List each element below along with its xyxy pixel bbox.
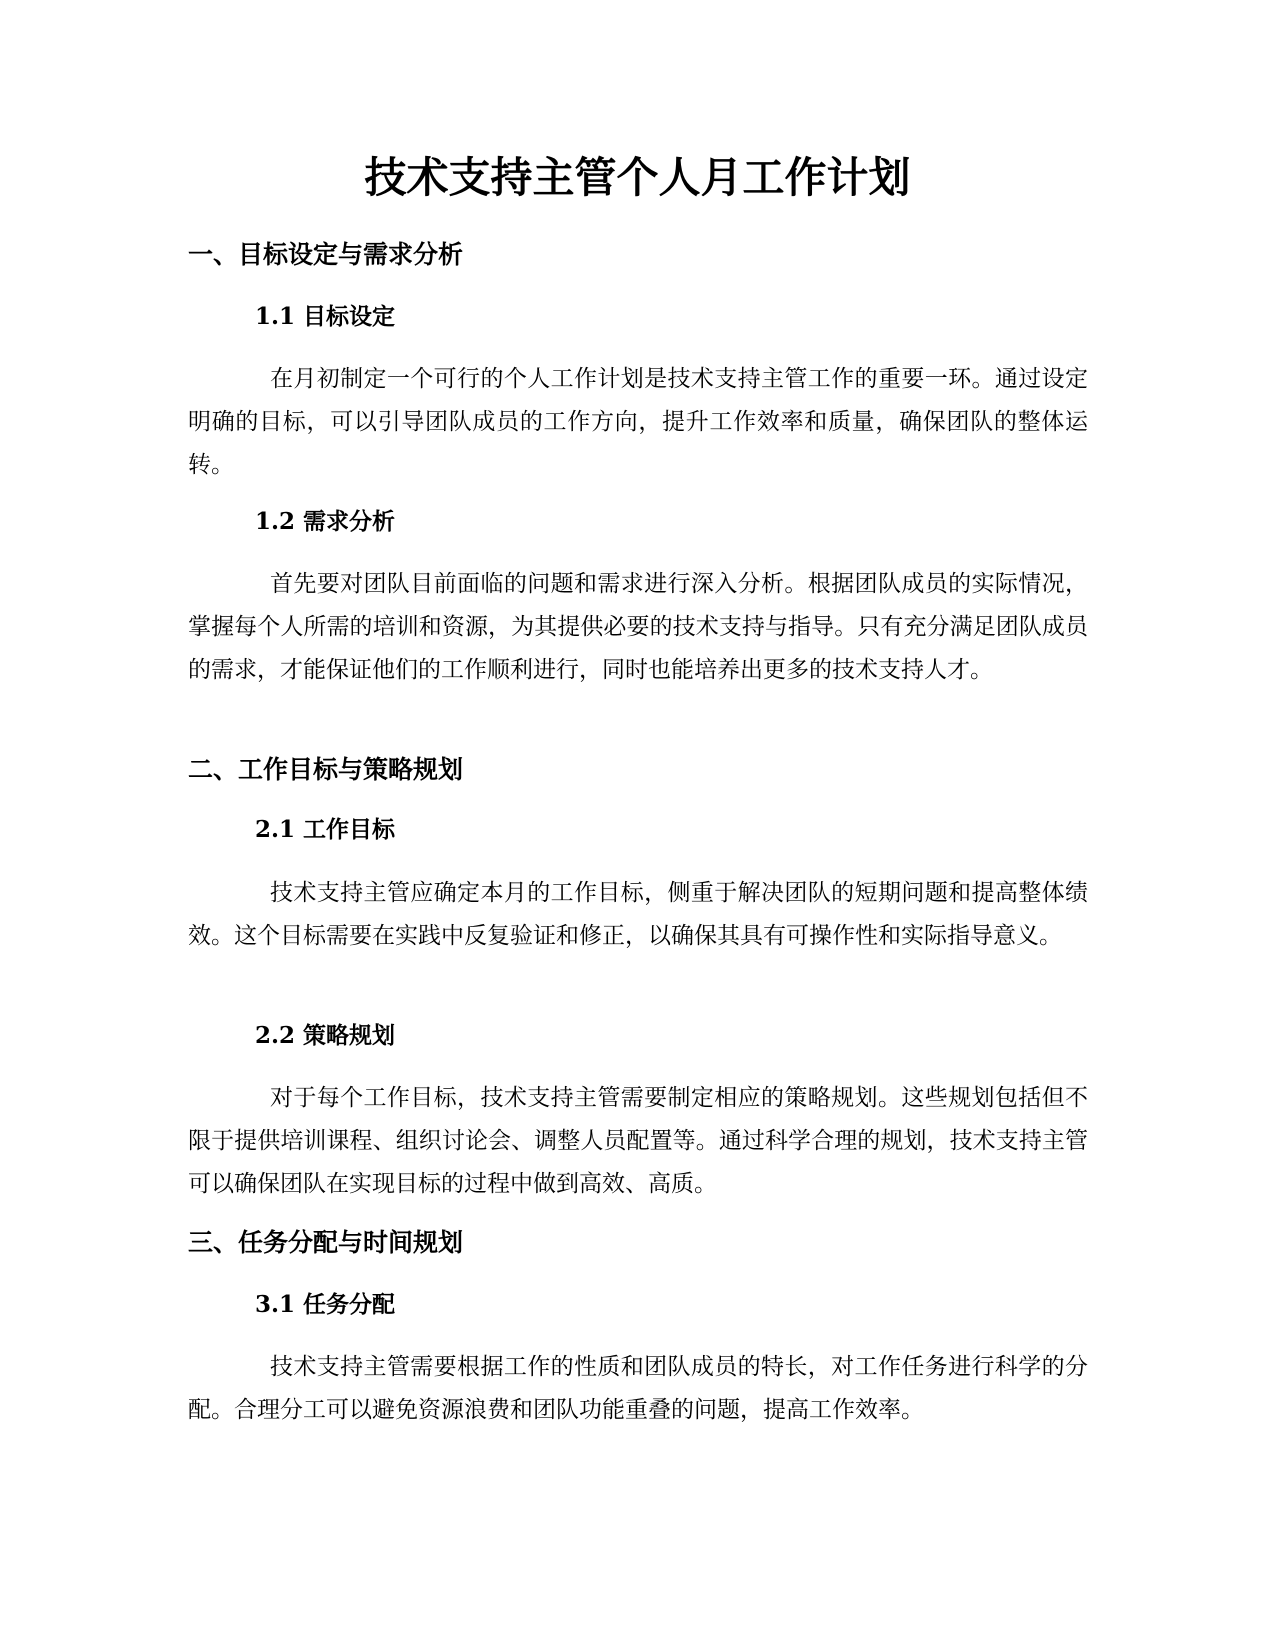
section-heading-2: 二、工作目标与策略规划 (188, 755, 464, 784)
subsection-heading-2-2: 2.2 策略规划 (255, 1022, 396, 1049)
section-heading-1: 一、目标设定与需求分析 (188, 240, 464, 269)
paragraph-1-1: 在月初制定一个可行的个人工作计划是技术支持主管工作的重要一环。通过设定明确的目标，可以引导团队成员的工作方向，提升工作效率和质量，确保团队的整体运转。 (188, 366, 1088, 478)
paragraph-3-1: 技术支持主管需要根据工作的性质和团队成员的特长，对工作任务进行科学的分配。合理分工可以避免资源浪费和团队功能重叠的问题，提高工作效率。 (188, 1354, 1088, 1423)
subsection-heading-2-1: 2.1 工作目标 (255, 816, 396, 843)
section-heading-3: 三、任务分配与时间规划 (188, 1228, 464, 1257)
subsection-heading-1-2: 1.2 需求分析 (255, 508, 396, 535)
document-title: 技术支持主管个人月工作计划 (364, 153, 911, 202)
subsection-heading-1-1: 1.1 目标设定 (255, 303, 396, 330)
paragraph-2-1: 技术支持主管应确定本月的工作目标，侧重于解决团队的短期问题和提高整体绩效。这个目标需要在实践中反复验证和修正，以确保其具有可操作性和实际指导意义。 (188, 880, 1088, 949)
subsection-heading-3-1: 3.1 任务分配 (255, 1291, 396, 1318)
paragraph-2-2: 对于每个工作目标，技术支持主管需要制定相应的策略规划。这些规划包括但不限于提供培训课程、组织讨论会、调整人员配置等。通过科学合理的规划，技术支持主管可以确保团队在实现目标的过程中做到高效、高质。 (188, 1085, 1088, 1197)
paragraph-1-2: 首先要对团队目前面临的问题和需求进行深入分析。根据团队成员的实际情况，掌握每个人所需的培训和资源，为其提供必要的技术支持与指导。只有充分满足团队成员的需求，才能保证他们的工作顺利进行，同时也能培养出更多的技术支持人才。 (188, 571, 1088, 683)
